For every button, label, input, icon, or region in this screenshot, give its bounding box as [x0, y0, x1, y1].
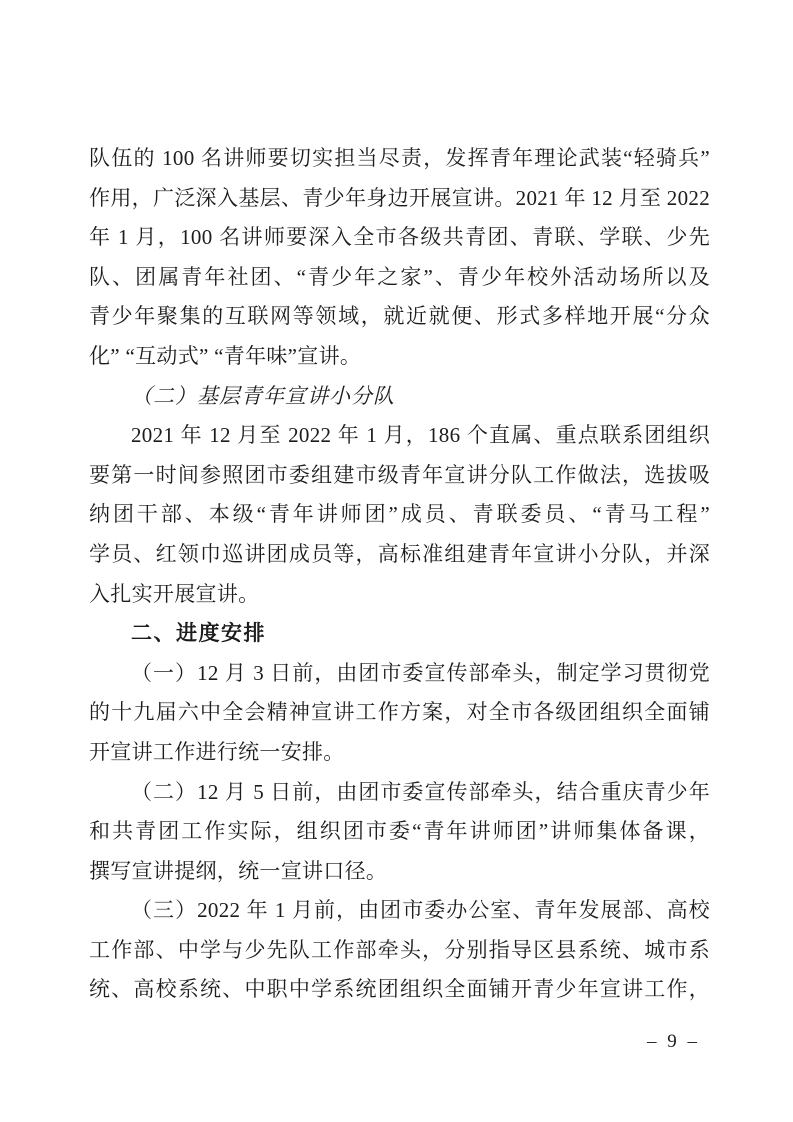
- body-text-line: 入扎实开展宣讲。: [89, 581, 260, 606]
- body-text-line: 学员、红领巾巡讲团成员等，高标准组建青年宣讲小分队，并深: [89, 541, 710, 566]
- body-text-line: 工作部、中学与少先队工作部牵头，分别指导区县系统、城市系: [89, 937, 710, 962]
- body-text-line: （二）12 月 5 日前，由团市委宣传部牵头，结合重庆青少年: [131, 779, 710, 804]
- subsection-heading: （二）基层青年宣讲小分队: [131, 383, 395, 408]
- body-text-line: （一）12 月 3 日前，由团市委宣传部牵头，制定学习贯彻党: [131, 660, 710, 685]
- body-text-line: 要第一时间参照团市委组建市级青年宣讲分队工作做法，选拔吸: [89, 462, 710, 487]
- body-text-line: 和共青团工作实际，组织团市委“青年讲师团”讲师集体备课，: [89, 819, 710, 844]
- page-number: – 9 –: [647, 1031, 697, 1052]
- body-text-line: 队、团属青年社团、“青少年之家”、青少年校外活动场所以及: [89, 264, 710, 289]
- body-text-line: 纳团干部、本级“青年讲师团”成员、青联委员、“青马工程”: [89, 502, 710, 527]
- document-body: [89, 139, 710, 1010]
- body-text-line: 青少年聚集的互联网等领域，就近就便、形式多样地开展“分众: [89, 304, 710, 329]
- section-heading: 二、进度安排: [131, 622, 266, 646]
- body-text-line: 统、高校系统、中职中学系统团组织全面铺开青少年宣讲工作，: [89, 977, 710, 1002]
- body-text-line: 撰写宣讲提纲，统一宣讲口径。: [89, 858, 388, 883]
- body-text-line: 年 1 月，100 名讲师要深入全市各级共青团、青联、学联、少先: [89, 225, 710, 250]
- body-text-line: 队伍的 100 名讲师要切实担当尽责，发挥青年理论武装“轻骑兵”: [89, 146, 710, 170]
- body-text-line: 开宣讲工作进行统一安排。: [89, 739, 345, 764]
- body-text-line: 作用，广泛深入基层、青少年身边开展宣讲。2021 年 12 月至 2022: [89, 185, 710, 210]
- body-text-line: 的十九届六中全会精神宣讲工作方案，对全市各级团组织全面铺: [89, 700, 710, 725]
- body-text-line: （三）2022 年 1 月前，由团市委办公室、青年发展部、高校: [131, 898, 710, 923]
- body-text-line: 2021 年 12 月至 2022 年 1 月，186 个直属、重点联系团组织: [131, 423, 710, 448]
- body-text-line: 化” “互动式” “青年味”宣讲。: [89, 343, 362, 368]
